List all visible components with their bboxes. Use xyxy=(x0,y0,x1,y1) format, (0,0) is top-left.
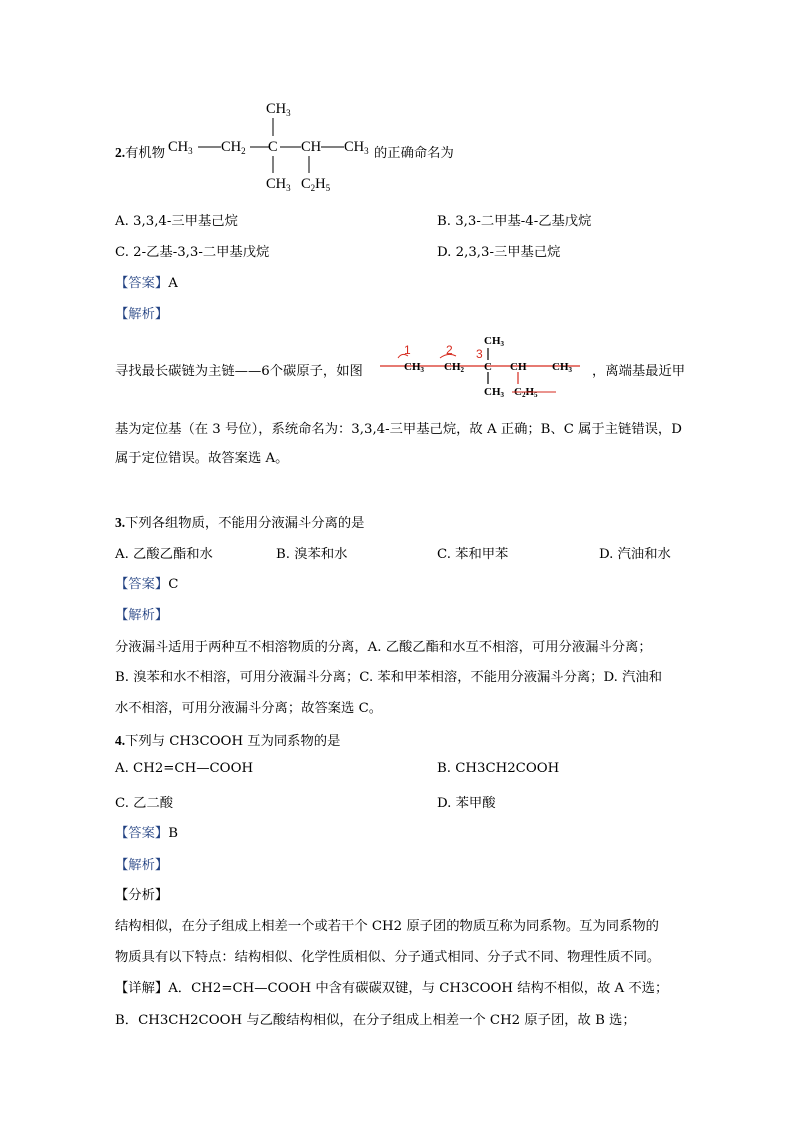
formula-top-ch3: $CH_3$ xyxy=(266,101,291,118)
svg-text:C2H5: C2H5 xyxy=(514,386,538,399)
q4-analysis-tag: 【解析】 xyxy=(115,858,169,873)
q3-number: 3. xyxy=(115,515,126,530)
fig-number-1: 1 xyxy=(404,343,411,357)
q4-option-d: D. 苯甲酸 xyxy=(437,796,496,811)
formula-ch: CH xyxy=(301,139,322,155)
q2-option-b: B. 3,3-二甲基-4-乙基戊烷 xyxy=(437,214,592,229)
q2-prefix: 有机物 xyxy=(125,146,166,161)
q4-stem-a: 下列与 xyxy=(125,734,170,749)
q3-analysis-tag: 【解析】 xyxy=(115,608,169,623)
q3-analysis-line2: B. 溴苯和水不相溶，可用分液漏斗分离；C. 苯和甲苯相溶，不能用分液漏斗分离；D. 汽油和 xyxy=(115,670,663,685)
q4-number: 4. xyxy=(115,733,126,748)
q2-stem xyxy=(115,142,165,161)
q4-option-a: A. CH2=CH—COOH xyxy=(115,761,254,776)
q2-suffix: 的正确命名为 xyxy=(374,146,454,161)
svg-text:CH: CH xyxy=(510,361,527,373)
q3-analysis-line3: 水不相溶，可用分液漏斗分离；故答案选 C。 xyxy=(115,701,383,716)
formula-ch3-left: $CH_3$ xyxy=(168,139,193,156)
q3-option-a: A. 乙酸乙酯和水 xyxy=(115,547,213,562)
q2-chain-figure xyxy=(380,332,590,402)
q2-option-d: D. 2,3,3-三甲基己烷 xyxy=(437,245,561,260)
q2-analysis-after-fig: ，离端基最近甲 xyxy=(592,364,686,379)
q3-option-d: D. 汽油和水 xyxy=(599,547,671,562)
q3-analysis-line1: 分液漏斗适用于两种互不相溶物质的分离，A. 乙酸乙酯和水互不相溶，可用分液漏斗分离； xyxy=(115,640,652,655)
chain-figure-svg xyxy=(380,332,590,402)
answer-value: A xyxy=(168,276,178,291)
q2-number: 2. xyxy=(115,145,126,160)
q2-option-c: C. 2-乙基-3,3-二甲基戊烷 xyxy=(115,245,270,260)
q4-answer xyxy=(115,822,178,841)
q4-fenxi-line1: 结构相似，在分子组成上相差一个或若干个 CH2 原子团的物质互称为同系物。互为同系物的 xyxy=(115,919,659,934)
q2-analysis-line3: 属于定位错误。故答案选 A。 xyxy=(115,451,289,466)
q4-stem xyxy=(115,730,340,749)
formula-ch2: $CH_2$ xyxy=(221,139,246,156)
q4-stem-b: 互为同系物的是 xyxy=(243,734,341,749)
svg-text:CH3: CH3 xyxy=(484,335,504,348)
q3-stem-text: 下列各组物质，不能用分液漏斗分离的是 xyxy=(125,516,365,531)
detail-tag: 【详解】 xyxy=(115,981,169,996)
q4-option-b: B. CH3CH2COOH xyxy=(437,761,560,776)
q2-answer xyxy=(115,272,178,291)
svg-text:CH3: CH3 xyxy=(404,361,424,374)
q2-structural-formula xyxy=(168,96,378,196)
fig-number-3: 3 xyxy=(476,347,483,361)
q4-stem-formula: CH3COOH xyxy=(169,734,244,749)
q3-stem xyxy=(115,512,364,531)
answer-tag: 【答案】 xyxy=(115,276,169,291)
formula-ch3-right: $CH_3$ xyxy=(344,139,369,156)
formula-bottom-ch3: $CH_3$ xyxy=(266,176,291,193)
svg-text:CH3: CH3 xyxy=(552,361,572,374)
q4-detail-line1 xyxy=(115,977,668,996)
detail-text: A．CH2=CH—COOH 中含有碳碳双键，与 CH3COOH 结构不相似，故 A 不选； xyxy=(168,981,669,996)
q4-option-c: C. 乙二酸 xyxy=(115,796,174,811)
answer-value: C xyxy=(168,577,179,592)
answer-value: B xyxy=(168,826,178,841)
q4-detail-line2: B．CH3CH2COOH 与乙酸结构相似，在分子组成上相差一个 CH2 原子团，故 B 选； xyxy=(115,1013,636,1028)
q2-option-a: A. 3,3,4-三甲基己烷 xyxy=(115,214,238,229)
q2-formula xyxy=(168,96,378,196)
formula-c2h5: $C_2H_5$ xyxy=(301,176,331,193)
svg-text:CH3: CH3 xyxy=(484,386,504,399)
q2-analysis-line1: 寻找最长碳链为主链——6个碳原子，如图 xyxy=(115,364,363,379)
q3-answer xyxy=(115,573,178,592)
fig-number-2: 2 xyxy=(446,343,453,357)
answer-tag: 【答案】 xyxy=(115,826,169,841)
svg-text:CH2: CH2 xyxy=(444,361,464,374)
q2-analysis-tag: 【解析】 xyxy=(115,307,169,322)
q4-fenxi-tag: 【分析】 xyxy=(115,888,169,903)
q3-option-c: C. 苯和甲苯 xyxy=(437,547,509,562)
svg-text:C: C xyxy=(484,361,492,373)
q4-fenxi-line2: 物质具有以下特点：结构相似、化学性质相似、分子通式相同、分子式不同、物理性质不同。 xyxy=(115,950,661,965)
q2-analysis-line2: 基为定位基（在 3 号位），系统命名为：3,3,4-三甲基己烷，故 A 正确；B、C 属于主链错误，D xyxy=(115,422,682,437)
answer-tag: 【答案】 xyxy=(115,577,169,592)
q3-option-b: B. 溴苯和水 xyxy=(276,547,348,562)
formula-c: C xyxy=(268,139,278,155)
